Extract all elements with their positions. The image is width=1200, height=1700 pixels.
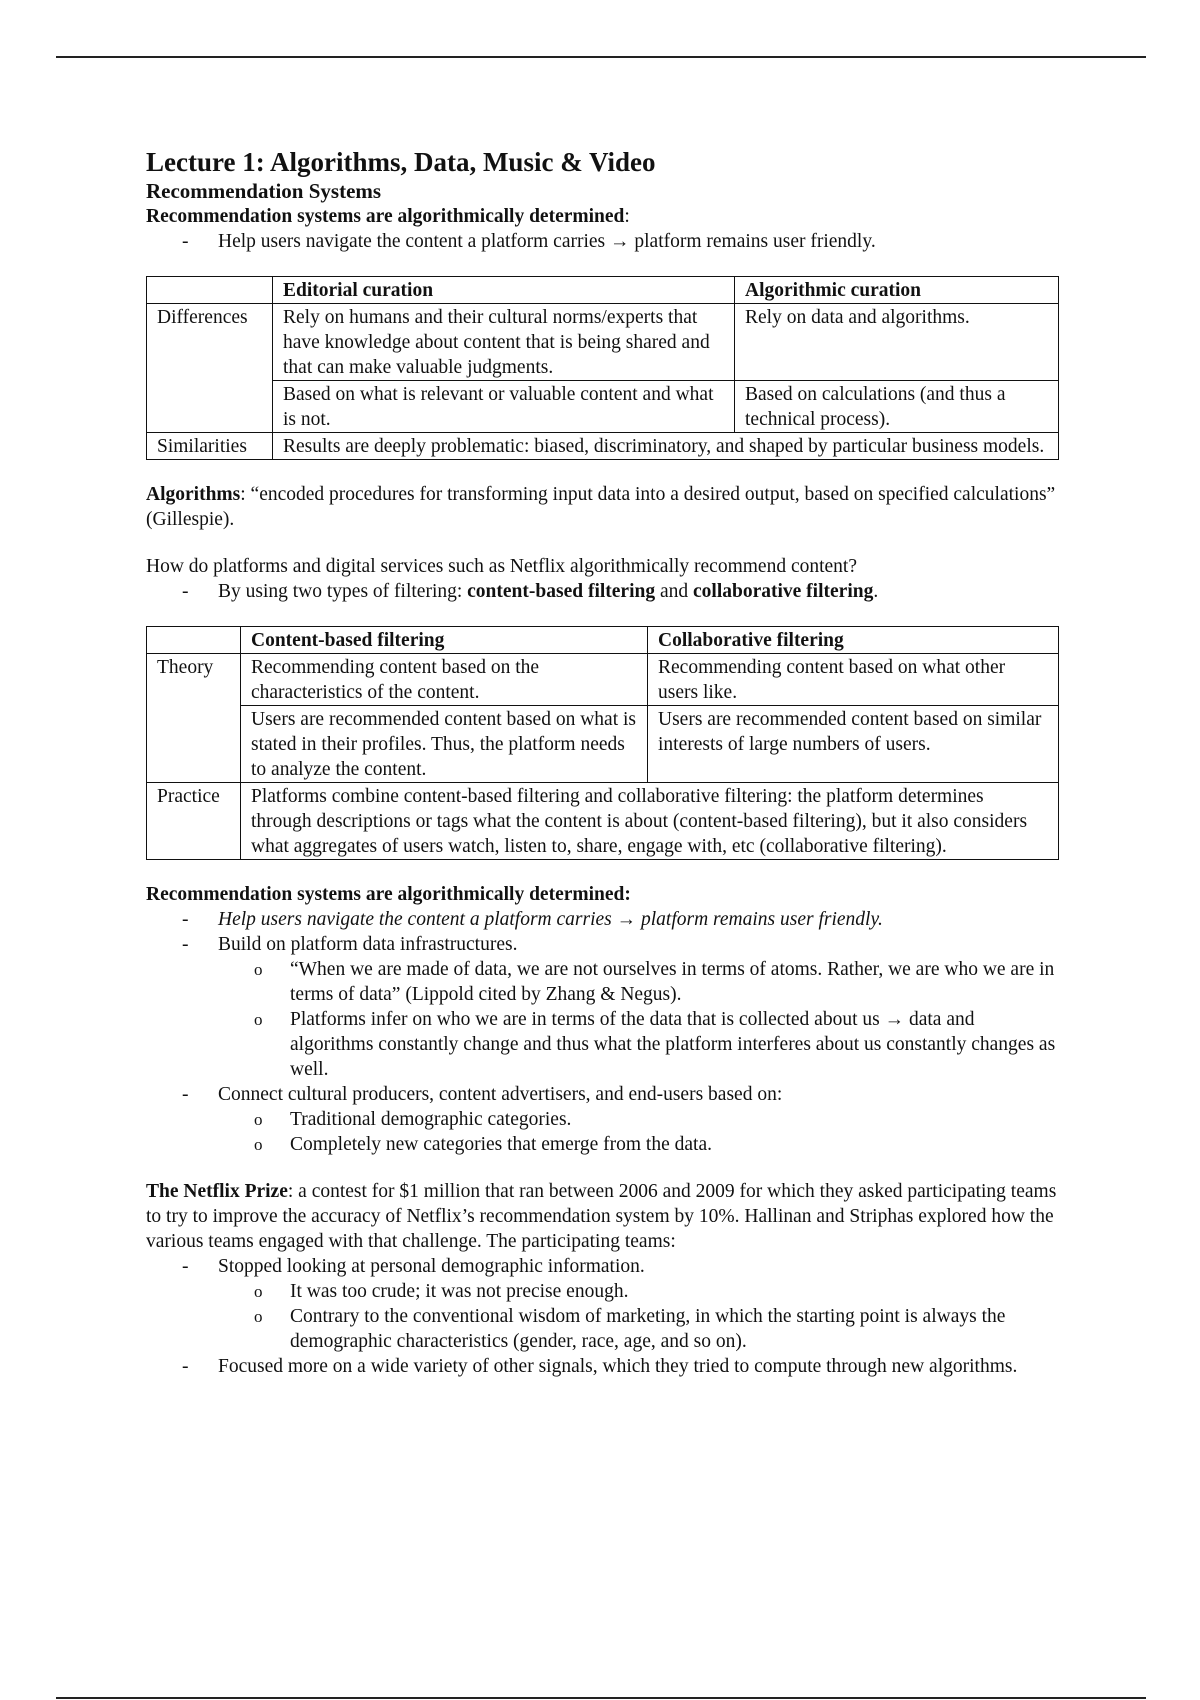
list-item xyxy=(218,229,1058,254)
algorithms-def-text: : “encoded procedures for transforming input data into a desired output, based on specified calculations” (Gillespie). xyxy=(146,484,1056,530)
rec2-sub-2-text-a: Platforms infer on who we are in terms of the data that is collected about us xyxy=(290,1009,885,1030)
sub-list-item: o It was too crude; it was not precise enough. xyxy=(290,1279,1058,1304)
rec2-bullet-2-text: Build on platform data infrastructures. xyxy=(218,934,518,955)
filtering-term-collab: collaborative filtering xyxy=(693,581,874,602)
row-label-similarities: Similarities xyxy=(147,433,273,460)
sub-list-item: o “When we are made of data, we are not ourselves in terms of atoms. Rather, we are who we are in terms of data” (Lippold cited by Zhang & Negus). xyxy=(290,957,1058,1007)
arrow-icon: → xyxy=(616,909,637,930)
table-header-cell xyxy=(147,277,273,304)
sub-list-item: o Contrary to the conventional wisdom of marketing, in which the starting point is always the demographic characteristics (gender, race, age, and so on). xyxy=(290,1304,1058,1354)
curation-table xyxy=(146,276,1059,460)
list-item: - Focused more on a wide variety of other signals, which they tried to compute through new algorithms. xyxy=(218,1354,1058,1379)
algorithms-definition xyxy=(146,482,1058,532)
list-item xyxy=(218,907,1058,932)
table-cell: Users are recommended content based on similar interests of large numbers of users. xyxy=(648,706,1059,783)
rec-heading-1-text: Recommendation systems are algorithmically determined xyxy=(146,206,625,227)
rec-bullet-1-text-b: platform remains user friendly. xyxy=(629,231,876,252)
arrow-icon: → xyxy=(610,231,630,252)
filtering-list xyxy=(146,579,1058,604)
rec2-sub-2-text-b: data and algorithms constantly change and thus what the platform interferes about us constantly changes as well. xyxy=(290,1009,1056,1080)
sub-list xyxy=(218,1279,1058,1354)
rec-heading-1 xyxy=(146,204,1058,229)
table-row xyxy=(147,783,1059,860)
rec-bullet-1-text-a: Help users navigate the content a platform carries xyxy=(218,231,611,252)
table-row xyxy=(147,304,1059,381)
table-cell: Recommending content based on what other users like. xyxy=(648,654,1059,706)
rec-list-2 xyxy=(146,907,1058,1157)
sub-list-item: o Completely new categories that emerge from the data. xyxy=(290,1132,1058,1157)
sub-list xyxy=(218,957,1058,1082)
filtering-table xyxy=(146,626,1059,860)
table-header-cell: Content-based filtering xyxy=(241,627,648,654)
rec-heading-1-colon: : xyxy=(624,206,630,227)
filtering-term-content: content-based filtering xyxy=(467,581,656,602)
table-header-cell xyxy=(147,627,241,654)
bottom-rule xyxy=(56,1697,1146,1699)
table-header-cell: Collaborative filtering xyxy=(648,627,1059,654)
netflix-list xyxy=(146,1254,1058,1379)
document-body xyxy=(146,146,1058,1379)
sub-list xyxy=(218,1107,1058,1157)
table-header-row xyxy=(147,277,1059,304)
sub-list-item: o Traditional demographic categories. xyxy=(290,1107,1058,1132)
table-header-cell: Algorithmic curation xyxy=(735,277,1059,304)
table-row xyxy=(147,706,1059,783)
row-label-differences: Differences xyxy=(147,304,273,433)
list-item xyxy=(218,579,1058,604)
filtering-text-a: By using two types of filtering: xyxy=(218,581,468,602)
table-row xyxy=(147,433,1059,460)
table-cell: Rely on data and algorithms. xyxy=(735,304,1059,381)
rec-heading-2: Recommendation systems are algorithmically determined: xyxy=(146,884,631,905)
table-row xyxy=(147,654,1059,706)
table-cell: Users are recommended content based on what is stated in their profiles. Thus, the platform needs to analyze the content. xyxy=(241,706,648,783)
table-row xyxy=(147,381,1059,433)
arrow-icon: → xyxy=(884,1009,905,1030)
table-cell: Platforms combine content-based filtering and collaborative filtering: the platform determines through descriptions or tags what the content is about (content-based filtering), but it also considers what aggregates of users watch, listen to, share, engage with, etc (collaborative filtering). xyxy=(241,783,1059,860)
netflix-term: The Netflix Prize xyxy=(146,1181,288,1202)
list-item xyxy=(218,1254,1058,1354)
section-subtitle: Recommendation Systems xyxy=(146,179,382,203)
filtering-text-end: . xyxy=(873,581,879,602)
algorithms-term: Algorithms xyxy=(146,484,241,505)
rec2-bullet-1-text-b: platform remains user friendly. xyxy=(636,909,883,930)
table-cell: Results are deeply problematic: biased, discriminatory, and shaped by particular business models. xyxy=(273,433,1059,460)
row-label-theory: Theory xyxy=(147,654,241,783)
netflix-bullet-1-text: Stopped looking at personal demographic information. xyxy=(218,1256,645,1277)
sub-list-item xyxy=(290,1007,1058,1082)
table-cell: Based on calculations (and thus a technical process). xyxy=(735,381,1059,433)
row-label-practice: Practice xyxy=(147,783,241,860)
netflix-text: : a contest for $1 million that ran between 2006 and 2009 for which they asked participating teams to try to improve the accuracy of Netflix’s recommendation system by 10%. Hallinan and Striphas explored how the various teams engaged with that challenge. The participating teams: xyxy=(146,1181,1057,1252)
netflix-prize-paragraph xyxy=(146,1179,1058,1254)
rec2-bullet-1-text-a: Help users navigate the content a platform carries xyxy=(218,909,617,930)
rec-list-1 xyxy=(146,229,1058,254)
page-title: Lecture 1: Algorithms, Data, Music & Video xyxy=(146,147,656,177)
table-header-row xyxy=(147,627,1059,654)
filtering-question: How do platforms and digital services such as Netflix algorithmically recommend content? xyxy=(146,556,858,577)
top-rule xyxy=(56,56,1146,58)
list-item xyxy=(218,1082,1058,1157)
list-item xyxy=(218,932,1058,1082)
table-cell: Recommending content based on the characteristics of the content. xyxy=(241,654,648,706)
filtering-text-and: and xyxy=(655,581,693,602)
rec2-bullet-3-text: Connect cultural producers, content advertisers, and end-users based on: xyxy=(218,1084,783,1105)
table-header-cell: Editorial curation xyxy=(273,277,735,304)
table-cell: Rely on humans and their cultural norms/experts that have knowledge about content that is being shared and that can make valuable judgments. xyxy=(273,304,735,381)
table-cell: Based on what is relevant or valuable content and what is not. xyxy=(273,381,735,433)
